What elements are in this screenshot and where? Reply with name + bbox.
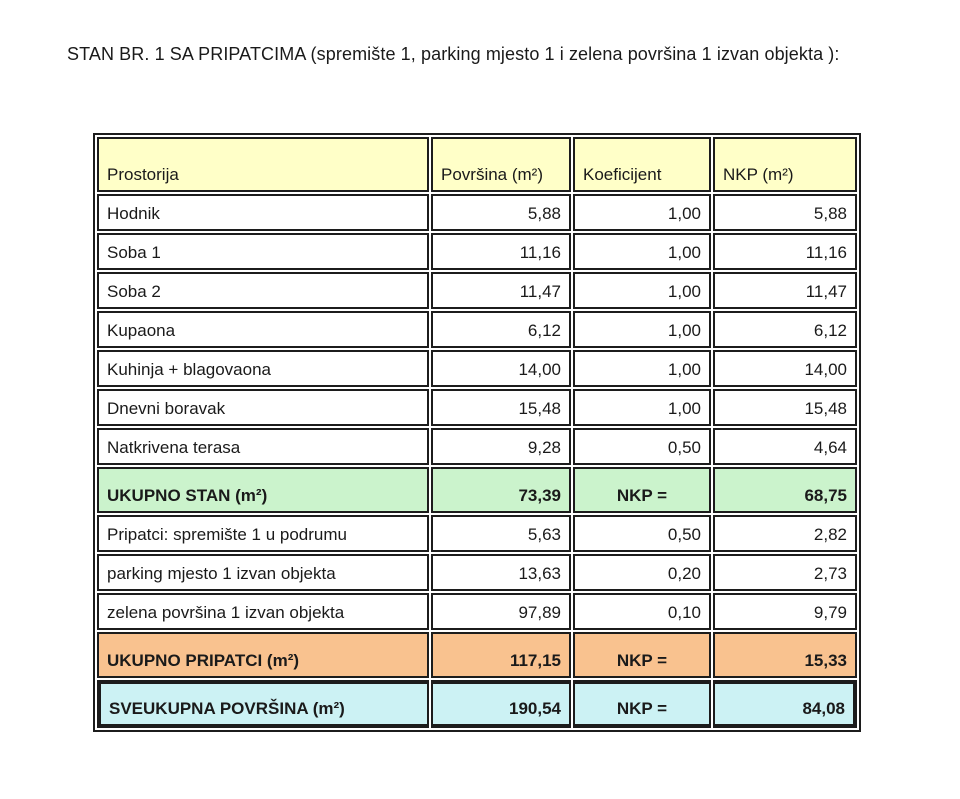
row-label: Soba 2 (97, 272, 429, 309)
cell-value: 97,89 (431, 593, 571, 630)
cell-value: 6,12 (713, 311, 857, 348)
cell-value: 73,39 (431, 467, 571, 513)
cell-value: 6,12 (431, 311, 571, 348)
table-row (97, 233, 857, 270)
cell-value: 14,00 (431, 350, 571, 387)
row-label: UKUPNO STAN (m²) (97, 467, 429, 513)
table-row (97, 389, 857, 426)
cell-value: 13,63 (431, 554, 571, 591)
table-row (97, 194, 857, 231)
row-label: UKUPNO PRIPATCI (m²) (97, 632, 429, 678)
table-row (97, 515, 857, 552)
table-row (97, 632, 857, 678)
cell-value: 2,82 (713, 515, 857, 552)
row-label: SVEUKUPNA POVRŠINA (m²) (97, 680, 429, 728)
cell-value: 0,10 (573, 593, 711, 630)
cell-value: NKP = (573, 680, 711, 728)
area-table (93, 133, 861, 732)
table-row (97, 593, 857, 630)
cell-value: 11,47 (431, 272, 571, 309)
cell-value: 9,79 (713, 593, 857, 630)
row-label: Pripatci: spremište 1 u podrumu (97, 515, 429, 552)
cell-value: 15,48 (713, 389, 857, 426)
table-row (97, 428, 857, 465)
table-header (97, 137, 857, 192)
cell-value: 1,00 (573, 311, 711, 348)
cell-value: 68,75 (713, 467, 857, 513)
cell-value: 190,54 (431, 680, 571, 728)
cell-value: 11,16 (713, 233, 857, 270)
row-label: Hodnik (97, 194, 429, 231)
cell-value: 0,50 (573, 428, 711, 465)
cell-value: 15,48 (431, 389, 571, 426)
cell-value: 1,00 (573, 233, 711, 270)
column-header: Površina (m²) (431, 137, 571, 192)
column-header: Prostorija (97, 137, 429, 192)
row-label: Kupaona (97, 311, 429, 348)
cell-value: 15,33 (713, 632, 857, 678)
cell-value: 1,00 (573, 350, 711, 387)
table-header-row (97, 137, 857, 192)
cell-value: 117,15 (431, 632, 571, 678)
cell-value: 5,88 (713, 194, 857, 231)
cell-value: NKP = (573, 467, 711, 513)
column-header: Koeficijent (573, 137, 711, 192)
cell-value: NKP = (573, 632, 711, 678)
row-label: Kuhinja + blagovaona (97, 350, 429, 387)
table-row (97, 350, 857, 387)
table-body (97, 194, 857, 728)
cell-value: 84,08 (713, 680, 857, 728)
cell-value: 14,00 (713, 350, 857, 387)
cell-value: 4,64 (713, 428, 857, 465)
table-row (97, 680, 857, 728)
row-label: Dnevni boravak (97, 389, 429, 426)
cell-value: 0,20 (573, 554, 711, 591)
table-row (97, 554, 857, 591)
row-label: Soba 1 (97, 233, 429, 270)
table-row (97, 467, 857, 513)
cell-value: 1,00 (573, 389, 711, 426)
row-label: Natkrivena terasa (97, 428, 429, 465)
cell-value: 1,00 (573, 194, 711, 231)
column-header: NKP (m²) (713, 137, 857, 192)
cell-value: 11,47 (713, 272, 857, 309)
table-row (97, 311, 857, 348)
row-label: parking mjesto 1 izvan objekta (97, 554, 429, 591)
cell-value: 5,88 (431, 194, 571, 231)
cell-value: 2,73 (713, 554, 857, 591)
cell-value: 0,50 (573, 515, 711, 552)
table-row (97, 272, 857, 309)
row-label: zelena površina 1 izvan objekta (97, 593, 429, 630)
cell-value: 5,63 (431, 515, 571, 552)
cell-value: 11,16 (431, 233, 571, 270)
cell-value: 9,28 (431, 428, 571, 465)
page-title: STAN BR. 1 SA PRIPATCIMA (spremište 1, parking mjesto 1 i zelena površina 1 izvan objekta ): (67, 44, 840, 64)
cell-value: 1,00 (573, 272, 711, 309)
